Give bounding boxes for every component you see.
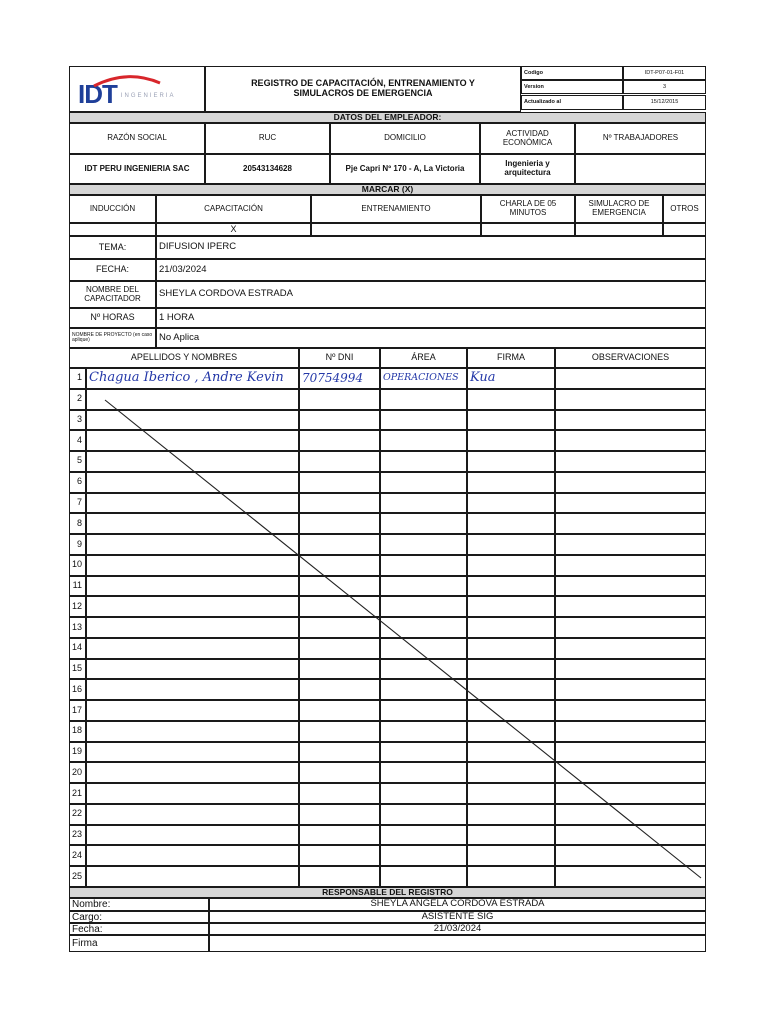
- attendee-name-cell[interactable]: [86, 783, 299, 804]
- employer-value: [575, 154, 706, 184]
- meta-label: Version: [521, 80, 623, 94]
- attendee-dni-cell[interactable]: [299, 513, 380, 534]
- info-value[interactable]: SHEYLA CORDOVA ESTRADA: [156, 281, 706, 308]
- attendee-name-cell[interactable]: [86, 534, 299, 555]
- attendee-firma-cell[interactable]: [467, 700, 555, 721]
- row-number: 10: [69, 555, 86, 576]
- attendee-area-cell[interactable]: [380, 493, 467, 514]
- attendee-firma-cell[interactable]: Kua: [467, 368, 555, 389]
- info-label: TEMA:: [69, 236, 156, 259]
- attendee-obs-cell[interactable]: [555, 576, 706, 597]
- attendee-obs-cell[interactable]: [555, 596, 706, 617]
- responsible-value[interactable]: 21/03/2024: [209, 923, 706, 935]
- meta-value: 3: [623, 80, 706, 94]
- attendee-obs-cell[interactable]: [555, 493, 706, 514]
- row-number: 2: [69, 389, 86, 410]
- attendee-firma-cell[interactable]: [467, 866, 555, 887]
- attendee-area-cell[interactable]: [380, 410, 467, 431]
- row-number: 4: [69, 430, 86, 451]
- attendee-name-cell[interactable]: [86, 825, 299, 846]
- attendee-obs-cell[interactable]: [555, 721, 706, 742]
- info-value[interactable]: 1 HORA: [156, 308, 706, 328]
- attendee-firma-cell[interactable]: [467, 825, 555, 846]
- attendee-dni-cell[interactable]: [299, 762, 380, 783]
- attendee-obs-cell[interactable]: [555, 700, 706, 721]
- attendee-dni-cell[interactable]: [299, 451, 380, 472]
- attendee-name-cell[interactable]: [86, 845, 299, 866]
- responsible-label: Cargo:: [69, 911, 209, 923]
- row-number: 17: [69, 700, 86, 721]
- attendee-obs-cell[interactable]: [555, 762, 706, 783]
- attendee-firma-cell[interactable]: [467, 679, 555, 700]
- attendee-firma-cell[interactable]: [467, 783, 555, 804]
- row-number: 19: [69, 742, 86, 763]
- row-number: 7: [69, 493, 86, 514]
- attendee-firma-cell[interactable]: [467, 576, 555, 597]
- mark-box[interactable]: [69, 223, 156, 236]
- attendee-firma-cell[interactable]: [467, 617, 555, 638]
- attendee-firma-cell[interactable]: [467, 389, 555, 410]
- mark-section-title: MARCAR (X): [69, 184, 706, 195]
- attendee-obs-cell[interactable]: [555, 410, 706, 431]
- employer-header: ACTIVIDAD ECONÓMICA: [480, 123, 575, 154]
- attendee-obs-cell[interactable]: [555, 659, 706, 680]
- attendee-area-cell[interactable]: [380, 576, 467, 597]
- attendee-obs-cell[interactable]: [555, 617, 706, 638]
- attendee-area-cell[interactable]: [380, 762, 467, 783]
- mark-box[interactable]: [663, 223, 706, 236]
- attendee-name-cell[interactable]: [86, 659, 299, 680]
- row-number: 1: [69, 368, 86, 389]
- responsible-section-title: RESPONSABLE DEL REGISTRO: [69, 887, 706, 898]
- attendee-obs-cell[interactable]: [555, 783, 706, 804]
- mark-option-label: SIMULACRO DE EMERGENCIA: [575, 195, 663, 223]
- row-number: 9: [69, 534, 86, 555]
- attendee-firma-cell[interactable]: [467, 493, 555, 514]
- attendee-area-cell[interactable]: [380, 679, 467, 700]
- attendee-obs-cell[interactable]: [555, 825, 706, 846]
- attendee-name-cell[interactable]: [86, 679, 299, 700]
- responsible-label: Firma: [69, 935, 209, 952]
- attendee-dni-cell[interactable]: [299, 596, 380, 617]
- attendee-area-cell[interactable]: [380, 472, 467, 493]
- employer-section-title: DATOS DEL EMPLEADOR:: [69, 112, 706, 123]
- attendee-area-cell[interactable]: [380, 638, 467, 659]
- meta-value: IDT-P07-01-F01: [623, 66, 706, 80]
- mark-option-label: OTROS: [663, 195, 706, 223]
- attendee-firma-cell[interactable]: [467, 555, 555, 576]
- attendee-name-cell[interactable]: [86, 700, 299, 721]
- attendee-dni-cell[interactable]: [299, 555, 380, 576]
- attendee-name-cell[interactable]: [86, 493, 299, 514]
- info-value[interactable]: DIFUSION IPERC: [156, 236, 706, 259]
- attendee-obs-cell[interactable]: [555, 430, 706, 451]
- attendee-dni-cell[interactable]: [299, 389, 380, 410]
- attendee-obs-cell[interactable]: [555, 679, 706, 700]
- attendee-area-cell[interactable]: [380, 845, 467, 866]
- attendee-area-cell[interactable]: [380, 534, 467, 555]
- attendee-firma-cell[interactable]: [467, 451, 555, 472]
- attendee-obs-cell[interactable]: [555, 866, 706, 887]
- attendee-obs-cell[interactable]: [555, 845, 706, 866]
- attendee-name-cell[interactable]: [86, 762, 299, 783]
- attendee-name-cell[interactable]: [86, 430, 299, 451]
- attendee-name-cell[interactable]: [86, 638, 299, 659]
- attendee-area-cell[interactable]: [380, 659, 467, 680]
- mark-option-label: INDUCCIÓN: [69, 195, 156, 223]
- mark-option-label: CHARLA DE 05 MINUTOS: [481, 195, 575, 223]
- attendee-name-cell[interactable]: [86, 389, 299, 410]
- attendee-firma-cell[interactable]: [467, 534, 555, 555]
- attendee-header: FIRMA: [467, 348, 555, 368]
- attendee-area-cell[interactable]: [380, 804, 467, 825]
- attendee-dni-cell[interactable]: [299, 866, 380, 887]
- row-number: 6: [69, 472, 86, 493]
- meta-label: Codigo: [521, 66, 623, 80]
- form-title: REGISTRO DE CAPACITACIÓN, ENTRENAMIENTO Y SIMULACROS DE EMERGENCIA: [205, 66, 521, 112]
- attendee-area-cell[interactable]: [380, 430, 467, 451]
- attendee-firma-cell[interactable]: [467, 430, 555, 451]
- registration-form: [69, 66, 706, 952]
- attendee-area-cell[interactable]: [380, 700, 467, 721]
- row-number: 8: [69, 513, 86, 534]
- attendee-name-cell[interactable]: Chagua Iberico , Andre Kevin: [86, 368, 299, 389]
- employer-header: RUC: [205, 123, 330, 154]
- row-number: 5: [69, 451, 86, 472]
- attendee-dni-cell[interactable]: [299, 534, 380, 555]
- employer-header: DOMICILIO: [330, 123, 480, 154]
- attendee-area-cell[interactable]: [380, 596, 467, 617]
- row-number: 15: [69, 659, 86, 680]
- attendee-area-cell[interactable]: [380, 783, 467, 804]
- info-label: FECHA:: [69, 259, 156, 281]
- row-number: 12: [69, 596, 86, 617]
- mark-option-label: ENTRENAMIENTO: [311, 195, 481, 223]
- attendee-header: APELLIDOS Y NOMBRES: [69, 348, 299, 368]
- attendee-firma-cell[interactable]: [467, 596, 555, 617]
- attendee-dni-cell[interactable]: 70754994: [299, 368, 380, 389]
- attendee-firma-cell[interactable]: [467, 513, 555, 534]
- employer-value: Ingenieria y arquitectura: [480, 154, 575, 184]
- attendee-area-cell[interactable]: [380, 742, 467, 763]
- attendee-name-cell[interactable]: [86, 555, 299, 576]
- attendee-obs-cell[interactable]: [555, 389, 706, 410]
- attendee-dni-cell[interactable]: [299, 700, 380, 721]
- logo-arc-icon: [92, 73, 162, 87]
- attendee-dni-cell[interactable]: [299, 845, 380, 866]
- logo-subtitle: INGENIERIA: [120, 92, 176, 99]
- attendee-dni-cell[interactable]: [299, 410, 380, 431]
- attendee-firma-cell[interactable]: [467, 762, 555, 783]
- attendee-firma-cell[interactable]: [467, 721, 555, 742]
- attendee-name-cell[interactable]: [86, 576, 299, 597]
- row-number: 22: [69, 804, 86, 825]
- attendee-name-cell[interactable]: [86, 742, 299, 763]
- attendee-dni-cell[interactable]: [299, 493, 380, 514]
- attendee-firma-cell[interactable]: [467, 659, 555, 680]
- attendee-obs-cell[interactable]: [555, 513, 706, 534]
- info-value[interactable]: 21/03/2024: [156, 259, 706, 281]
- attendee-name-cell[interactable]: [86, 866, 299, 887]
- attendee-name-cell[interactable]: [86, 472, 299, 493]
- responsible-label: Fecha:: [69, 923, 209, 935]
- row-number: 18: [69, 721, 86, 742]
- attendee-dni-cell[interactable]: [299, 617, 380, 638]
- attendee-firma-cell[interactable]: [467, 804, 555, 825]
- attendee-name-cell[interactable]: [86, 410, 299, 431]
- attendee-area-cell[interactable]: [380, 513, 467, 534]
- attendee-header: ÁREA: [380, 348, 467, 368]
- attendee-firma-cell[interactable]: [467, 472, 555, 493]
- row-number: 20: [69, 762, 86, 783]
- row-number: 25: [69, 866, 86, 887]
- attendee-area-cell[interactable]: [380, 451, 467, 472]
- mark-box[interactable]: [481, 223, 575, 236]
- employer-value: IDT PERU INGENIERIA SAC: [69, 154, 205, 184]
- attendee-dni-cell[interactable]: [299, 804, 380, 825]
- responsible-value[interactable]: ASISTENTE SIG: [209, 911, 706, 923]
- attendee-area-cell[interactable]: [380, 866, 467, 887]
- attendee-name-cell[interactable]: [86, 804, 299, 825]
- info-label: NOMBRE DE PROYECTO (en caso aplique): [69, 328, 156, 348]
- responsible-value[interactable]: [209, 935, 706, 952]
- responsible-label: Nombre:: [69, 898, 209, 911]
- attendee-firma-cell[interactable]: [467, 638, 555, 659]
- attendee-obs-cell[interactable]: [555, 534, 706, 555]
- attendee-dni-cell[interactable]: [299, 638, 380, 659]
- attendee-name-cell[interactable]: [86, 617, 299, 638]
- attendee-obs-cell[interactable]: [555, 555, 706, 576]
- meta-value: 15/12/2015: [623, 95, 706, 110]
- attendee-name-cell[interactable]: [86, 596, 299, 617]
- row-number: 11: [69, 576, 86, 597]
- responsible-value[interactable]: SHEYLA ANGELA CORDOVA ESTRADA: [209, 898, 706, 911]
- attendee-name-cell[interactable]: [86, 451, 299, 472]
- attendee-area-cell[interactable]: [380, 617, 467, 638]
- attendee-obs-cell[interactable]: [555, 451, 706, 472]
- info-value[interactable]: No Aplica: [156, 328, 706, 348]
- info-label: NOMBRE DEL CAPACITADOR: [69, 281, 156, 308]
- employer-value: 20543134628: [205, 154, 330, 184]
- mark-box[interactable]: [311, 223, 481, 236]
- row-number: 24: [69, 845, 86, 866]
- attendee-dni-cell[interactable]: [299, 742, 380, 763]
- attendee-dni-cell[interactable]: [299, 721, 380, 742]
- attendee-dni-cell[interactable]: [299, 783, 380, 804]
- info-label: Nº HORAS: [69, 308, 156, 328]
- row-number: 23: [69, 825, 86, 846]
- logo: IDT: [78, 78, 117, 109]
- attendee-name-cell[interactable]: [86, 721, 299, 742]
- attendee-header: OBSERVACIONES: [555, 348, 706, 368]
- attendee-dni-cell[interactable]: [299, 679, 380, 700]
- meta-label: Actualizado al: [521, 95, 623, 110]
- employer-header: RAZÓN SOCIAL: [69, 123, 205, 154]
- attendee-obs-cell[interactable]: [555, 742, 706, 763]
- row-number: 16: [69, 679, 86, 700]
- attendee-obs-cell[interactable]: [555, 804, 706, 825]
- attendee-dni-cell[interactable]: [299, 472, 380, 493]
- mark-box[interactable]: X: [156, 223, 311, 236]
- row-number: 21: [69, 783, 86, 804]
- attendee-area-cell[interactable]: [380, 389, 467, 410]
- attendee-area-cell[interactable]: OPERACIONES: [380, 368, 467, 389]
- attendee-area-cell[interactable]: [380, 825, 467, 846]
- attendee-obs-cell[interactable]: [555, 472, 706, 493]
- mark-option-label: CAPACITACIÓN: [156, 195, 311, 223]
- row-number: 13: [69, 617, 86, 638]
- attendee-area-cell[interactable]: [380, 555, 467, 576]
- employer-header: Nº TRABAJADORES: [575, 123, 706, 154]
- attendee-firma-cell[interactable]: [467, 410, 555, 431]
- employer-value: Pje Capri Nº 170 - A, La Victoria: [330, 154, 480, 184]
- attendee-firma-cell[interactable]: [467, 742, 555, 763]
- attendee-header: Nº DNI: [299, 348, 380, 368]
- attendee-firma-cell[interactable]: [467, 845, 555, 866]
- row-number: 3: [69, 410, 86, 431]
- attendee-dni-cell[interactable]: [299, 576, 380, 597]
- attendee-dni-cell[interactable]: [299, 659, 380, 680]
- attendee-area-cell[interactable]: [380, 721, 467, 742]
- attendee-name-cell[interactable]: [86, 513, 299, 534]
- row-number: 14: [69, 638, 86, 659]
- attendee-dni-cell[interactable]: [299, 825, 380, 846]
- attendee-dni-cell[interactable]: [299, 430, 380, 451]
- attendee-obs-cell[interactable]: [555, 638, 706, 659]
- logo-cell: [69, 66, 205, 112]
- attendee-obs-cell[interactable]: [555, 368, 706, 389]
- mark-box[interactable]: [575, 223, 663, 236]
